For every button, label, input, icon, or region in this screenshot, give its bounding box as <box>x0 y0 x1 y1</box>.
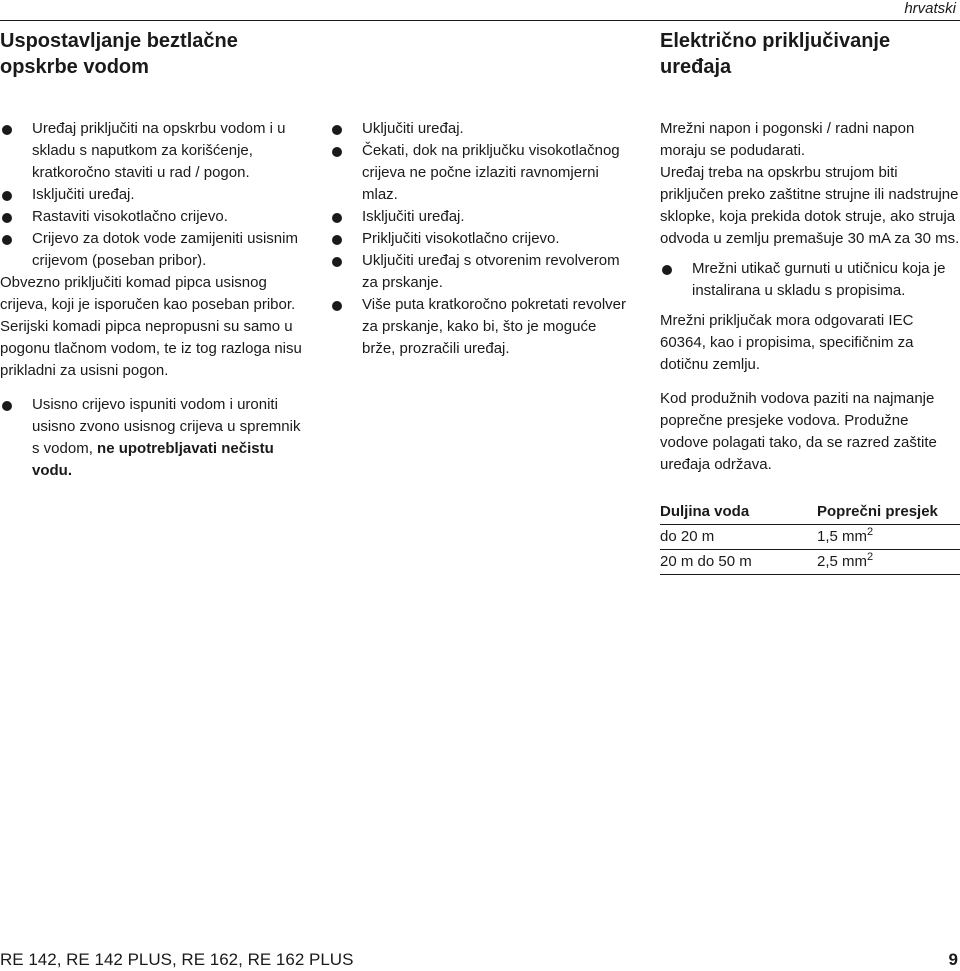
list-item-text: Priključiti visokotlačno crijevo. <box>362 230 560 247</box>
list-item-text: Mrežni utikač gurnuti u utičnicu koja je instalirana u skladu s propisima. <box>692 260 946 299</box>
list-item-text: Uključiti uređaj. <box>362 120 464 137</box>
list-item <box>330 294 630 360</box>
bullet-icon <box>332 235 342 245</box>
bullet-icon <box>662 265 672 275</box>
cable-section-table <box>660 500 960 575</box>
table-cell-length: 20 m do 50 m <box>660 553 752 570</box>
section-value: 1,5 mm <box>817 528 868 545</box>
table-row <box>660 525 960 550</box>
list-item-text: Čekati, dok na priključku visokotlačnog crijeva ne počne izlaziti ravnomjerni mlaz. <box>362 142 620 203</box>
list-item <box>0 228 310 272</box>
section-title-water-line2: opskrbe vodom <box>0 56 149 78</box>
table-header-section: Poprečni presjek <box>817 503 938 520</box>
paragraph-iec: Mrežni priključak mora odgovarati IEC 60364, kao i propisima, specifičnim za dotičnu zemlju. <box>660 312 914 373</box>
list-item <box>330 206 630 228</box>
table-header-row <box>660 500 960 525</box>
language-label: hrvatski <box>904 0 956 17</box>
bullet-icon <box>2 235 12 245</box>
list-item-warning: ne upotrebljavati nečistu vodu. <box>32 440 274 479</box>
section-title-electrical-line1: Električno priključivanje <box>660 30 891 52</box>
bullet-icon <box>2 401 12 411</box>
column-electrical <box>660 118 960 476</box>
paragraph-suction-note: Obvezno priključiti komad pipca usisnog crijeva, koji je isporučen kao poseban pribor. Serijski komadi pipca nepropusni su samo u pogonu tlačnom vodom, te iz tog razloga nisu prikladni za usisni pogon. <box>0 274 302 379</box>
list-item-text: Uređaj priključiti na opskrbu vodom i u skladu s naputkom za korišćenje, kratkoročno staviti u rad / pogon. <box>32 120 286 181</box>
list-item <box>330 140 630 206</box>
column-venting <box>330 118 630 360</box>
list-item <box>330 250 630 294</box>
section-title-electrical <box>660 28 940 80</box>
list-item-text: Isključiti uređaj. <box>362 208 465 225</box>
bullet-icon <box>332 125 342 135</box>
bullet-icon <box>2 125 12 135</box>
list-item <box>660 258 960 302</box>
page-number: 9 <box>948 950 958 969</box>
list-item <box>330 118 630 140</box>
table-cell-length: do 20 m <box>660 528 715 545</box>
column-water-supply <box>0 118 310 482</box>
table-row <box>660 550 960 575</box>
bullet-icon <box>332 301 342 311</box>
bullet-icon <box>332 213 342 223</box>
list-item-text: Usisno crijevo ispuniti vodom i uroniti usisno zvono usisnog crijeva u spremnik s vodom, <box>32 396 301 457</box>
bullet-icon <box>332 147 342 157</box>
list-item-text: Isključiti uređaj. <box>32 186 135 203</box>
header-rule <box>0 20 960 21</box>
section-title-water-line1: Uspostavljanje beztlačne <box>0 30 238 52</box>
table-cell-section <box>817 525 960 549</box>
list-item-text: Uključiti uređaj s otvorenim revolverom za prskanje. <box>362 252 620 291</box>
section-title-electrical-line2: uređaja <box>660 56 732 78</box>
list-item-text: Crijevo za dotok vode zamijeniti usisnim crijevom (poseban pribor). <box>32 230 298 269</box>
section-exponent: 2 <box>867 551 874 563</box>
footer-models: RE 142, RE 142 PLUS, RE 162, RE 162 PLUS <box>0 950 354 969</box>
list-item <box>0 394 310 482</box>
section-exponent: 2 <box>867 526 874 538</box>
bullet-icon <box>332 257 342 267</box>
list-item <box>0 184 310 206</box>
table-header-length: Duljina voda <box>660 503 750 520</box>
paragraph-voltage: Mrežni napon i pogonski / radni napon moraju se podudarati. <box>660 120 915 159</box>
list-item <box>330 228 630 250</box>
bullet-icon <box>2 213 12 223</box>
paragraph-breaker: Uređaj treba na opskrbu strujom biti priključen preko zaštitne strujne ili nadstrujne sklopke, koja prekida dotok struje, ako struja odvoda u zemlju premašuje 30 mA za 30 ms. <box>660 164 960 247</box>
list-item <box>0 118 310 184</box>
table-cell-section <box>817 550 960 574</box>
list-item-text: Više puta kratkoročno pokretati revolver za prskanje, kako bi, što je moguće brže, prozračili uređaj. <box>362 296 627 357</box>
section-title-water <box>0 28 280 80</box>
list-item-text: Rastaviti visokotlačno crijevo. <box>32 208 228 225</box>
bullet-icon <box>2 191 12 201</box>
section-value: 2,5 mm <box>817 553 868 570</box>
paragraph-extension: Kod produžnih vodova paziti na najmanje poprečne presjeke vodova. Produžne vodove polagati tako, da se razred zaštite uređaja održava. <box>660 390 937 473</box>
list-item <box>0 206 310 228</box>
